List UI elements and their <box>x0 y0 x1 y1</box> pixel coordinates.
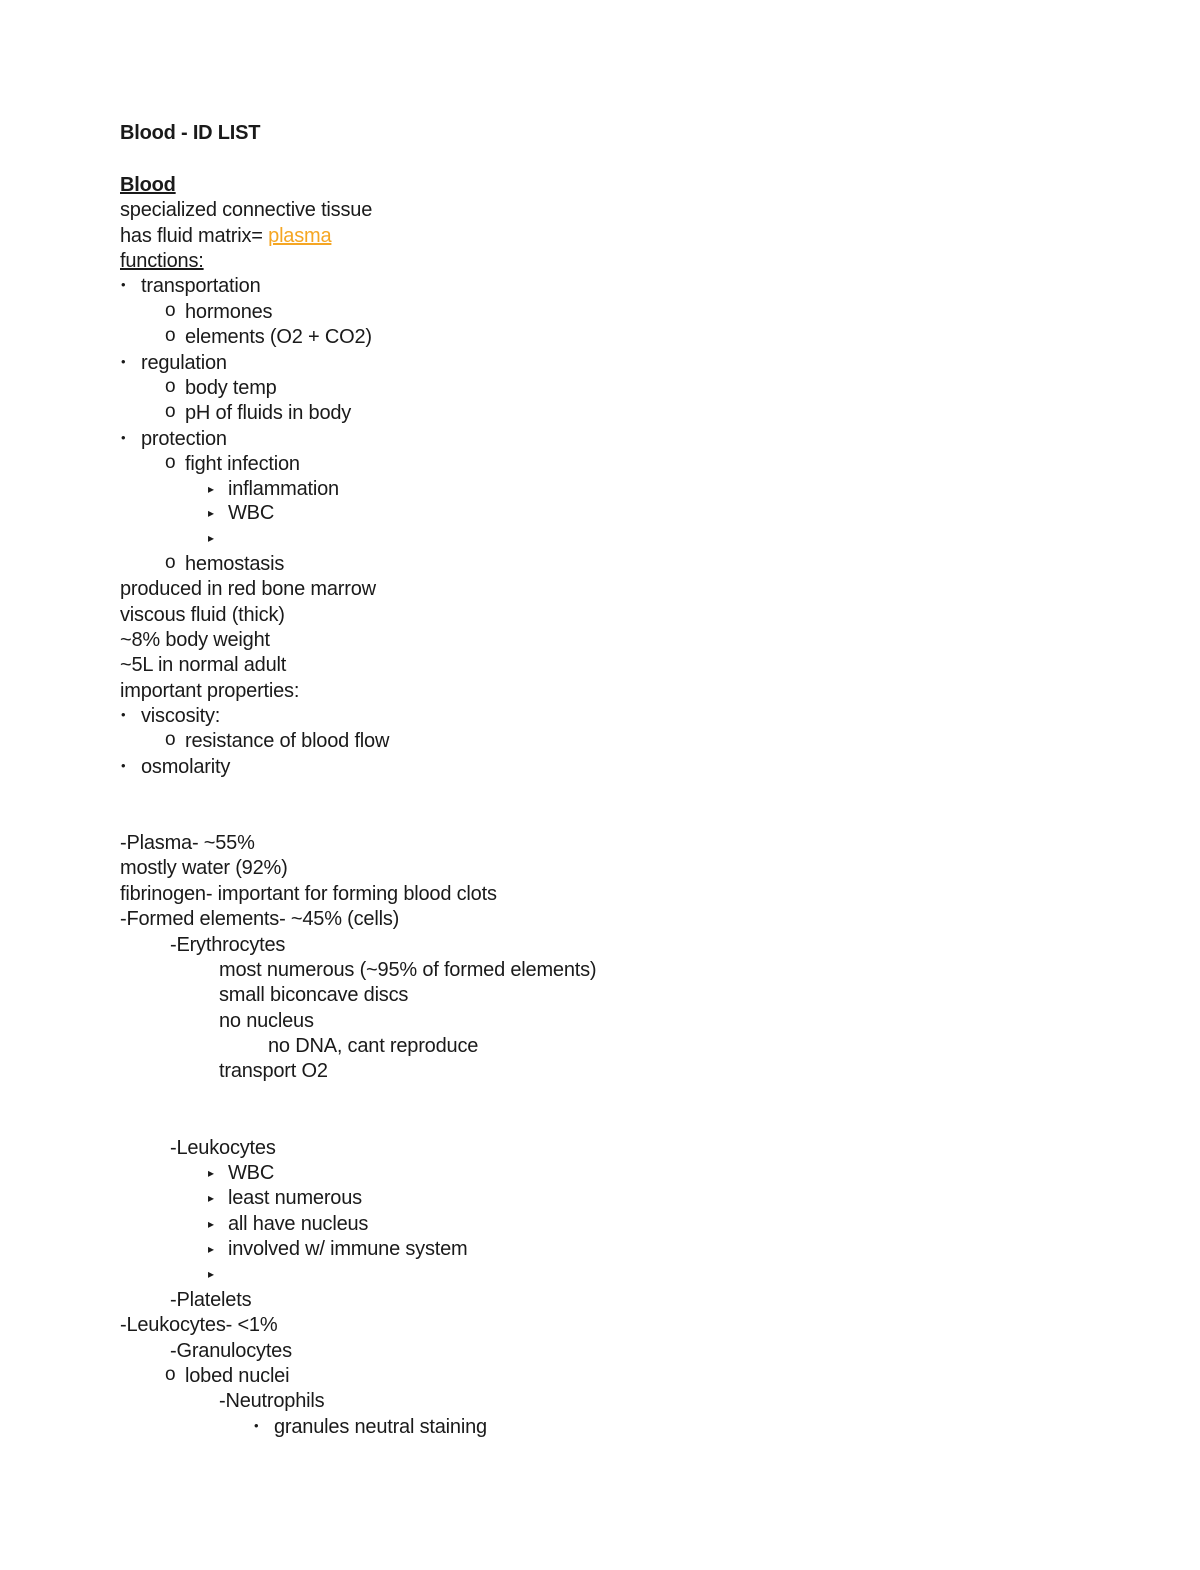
empty-bullet-marker: ▸ <box>208 531 215 545</box>
sub-bullet-item: o fight infection <box>185 452 300 476</box>
text-line: ~8% body weight <box>120 629 270 651</box>
text-line: no nucleus <box>219 1010 314 1032</box>
sub-sub-bullet-item: ▸ WBC <box>228 1161 274 1185</box>
sub-bullet-item: o elements (O2 + CO2) <box>185 325 372 349</box>
text-line: -Erythrocytes <box>170 934 286 956</box>
sub-sub-bullet-item: ▸ inflammation <box>228 477 339 501</box>
text-line: -Leukocytes <box>170 1137 276 1159</box>
text-line: -Plasma- ~55% <box>120 832 255 854</box>
text-line: important properties: <box>120 680 300 702</box>
text-line: no DNA, cant reproduce <box>268 1035 479 1057</box>
text-line: ~5L in normal adult <box>120 654 287 676</box>
subheading-functions: functions: <box>120 250 204 272</box>
text-fragment: has fluid matrix= <box>120 225 269 247</box>
sub-bullet-item: o pH of fluids in body <box>185 401 351 425</box>
bullet-item: • protection <box>141 427 227 451</box>
text-line: mostly water (92%) <box>120 857 288 879</box>
bullet-item: • viscosity: <box>141 704 220 728</box>
sub-sub-bullet-item: ▸ WBC <box>228 501 274 525</box>
text-line: -Leukocytes- <1% <box>120 1314 278 1336</box>
document-title: Blood - ID LIST <box>120 122 261 144</box>
text-line: specialized connective tissue <box>120 199 373 221</box>
text-line: -Neutrophils <box>219 1390 325 1412</box>
plasma-link[interactable]: plasma <box>268 225 332 247</box>
text-line: most numerous (~95% of formed elements) <box>219 959 597 981</box>
text-line <box>120 224 331 248</box>
sub-sub-bullet-item: ▸ all have nucleus <box>228 1212 368 1236</box>
section-heading: Blood <box>120 174 176 196</box>
bullet-item: • transportation <box>141 274 261 298</box>
text-line: produced in red bone marrow <box>120 578 376 600</box>
bullet-item: • granules neutral staining <box>274 1415 487 1439</box>
bullet-item: • osmolarity <box>141 755 230 779</box>
sub-bullet-item: o hemostasis <box>185 552 284 576</box>
text-line: -Granulocytes <box>170 1340 292 1362</box>
sub-bullet-item: o resistance of blood flow <box>185 729 389 753</box>
text-line: fibrinogen- important for forming blood clots <box>120 883 497 905</box>
bullet-item: • regulation <box>141 351 227 375</box>
text-line: viscous fluid (thick) <box>120 604 285 626</box>
sub-sub-bullet-item: ▸ involved w/ immune system <box>228 1237 468 1261</box>
text-line: -Formed elements- ~45% (cells) <box>120 908 400 930</box>
text-line: -Platelets <box>170 1289 252 1311</box>
sub-sub-bullet-item: ▸ least numerous <box>228 1186 362 1210</box>
text-line: transport O2 <box>219 1060 328 1082</box>
text-line: small biconcave discs <box>219 984 409 1006</box>
sub-bullet-item: o hormones <box>185 300 272 324</box>
sub-bullet-item: o lobed nuclei <box>185 1364 289 1388</box>
sub-bullet-item: o body temp <box>185 376 277 400</box>
empty-bullet-marker: ▸ <box>208 1267 215 1281</box>
